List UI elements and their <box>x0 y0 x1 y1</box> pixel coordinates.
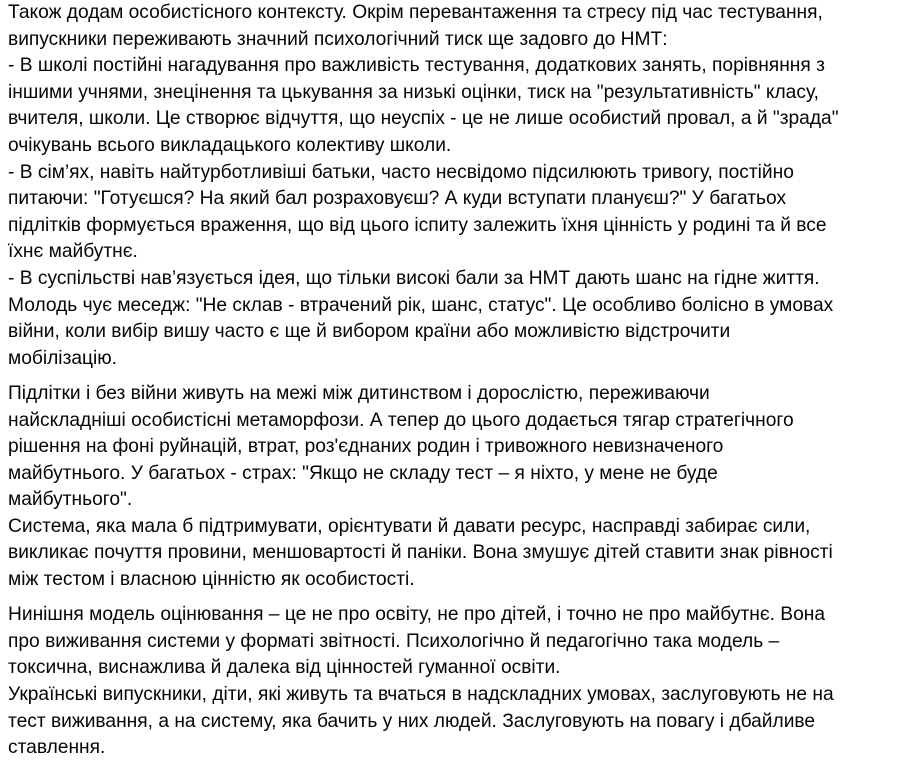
text-line: Система, яка мала б підтримувати, орієнтувати й давати ресурс, насправді забирає сили, <box>8 515 811 537</box>
text-line: майбутнього. У багатьох - страх: "Якщо не складу тест – я ніхто, у мене не буде <box>8 462 718 484</box>
text-line: Молодь чує меседж: "Не склав - втрачений рік, шанс, статус". Це особливо болісно в умовах <box>8 294 834 316</box>
text-line: - В сім’ях, навіть найтурботливіші батьки, часто несвідомо підсилюють тривогу, постійно <box>8 161 794 183</box>
text-line: про виживання системи у форматі звітності. Психологічно й педагогічно така модель – <box>8 630 780 652</box>
post-text <box>8 0 914 762</box>
text-line: ставлення. <box>8 737 106 759</box>
text-line: мобілізацію. <box>8 347 118 369</box>
text-line: - В суспільстві нав’язується ідея, що тільки високі бали за НМТ дають шанс на гідне життя. <box>8 267 820 289</box>
text-line: їхнє майбутнє. <box>8 241 138 263</box>
text-line: найскладніші особистісні метаморфози. А тепер до цього додається тягар стратегічного <box>8 409 794 431</box>
paragraph-context <box>8 0 914 372</box>
text-line: очікувань всього викладацького колективу школи. <box>8 134 452 156</box>
text-line: іншими учнями, знецінення та цькування за низькі оцінки, тиск на "результативність" класу, <box>8 81 819 103</box>
text-line: викликає почуття провини, меншовартості й паніки. Вона змушує дітей ставити знак рівності <box>8 542 833 564</box>
text-line: - В школі постійні нагадування про важливість тестування, додаткових занять, порівняння з <box>8 55 825 77</box>
text-line: вчителя, школи. Це створює відчуття, що неуспіх - це не лише особистий провал, а й "зрада" <box>8 108 839 130</box>
text-line: токсична, виснажлива й далека від цінностей гуманної освіти. <box>8 657 561 679</box>
text-line: між тестом і власною цінністю як особистості. <box>8 569 415 591</box>
text-line: Українські випускники, діти, які живуть та вчаться в надскладних умовах, заслуговують не на <box>8 684 834 706</box>
text-line: випускники переживають значний психологічний тиск ще задовго до НМТ: <box>8 28 668 50</box>
text-line: Також додам особистісного контексту. Окрім перевантаження та стресу під час тестування, <box>8 2 823 23</box>
text-line: Нинішня модель оцінювання – це не про освіту, не про дітей, і точно не про майбутнє. Вона <box>8 604 826 626</box>
text-line: тест виживання, а на систему, яка бачить у них людей. Заслуговують на повагу і дбайливе <box>8 710 816 732</box>
paragraph-teenagers <box>8 381 914 594</box>
text-line: питаючи: "Готуєшся? На який бал розраховуєш? А куди вступати плануєш?" У багатьох <box>8 188 787 210</box>
text-line: рішення на фоні руйнацій, втрат, роз'єднаних родин і тривожного невизначеного <box>8 436 724 458</box>
paragraph-assessment-model <box>8 602 914 762</box>
text-line: Підлітки і без війни живуть на межі між дитинством і дорослістю, переживаючи <box>8 382 710 404</box>
text-line: підлітків формується враження, що від цього іспиту залежить їхня цінність у родині та й все <box>8 214 827 236</box>
text-line: війни, коли вибір вишу часто є ще й вибором країни або можливістю відстрочити <box>8 321 731 343</box>
text-line: майбутнього". <box>8 489 133 511</box>
